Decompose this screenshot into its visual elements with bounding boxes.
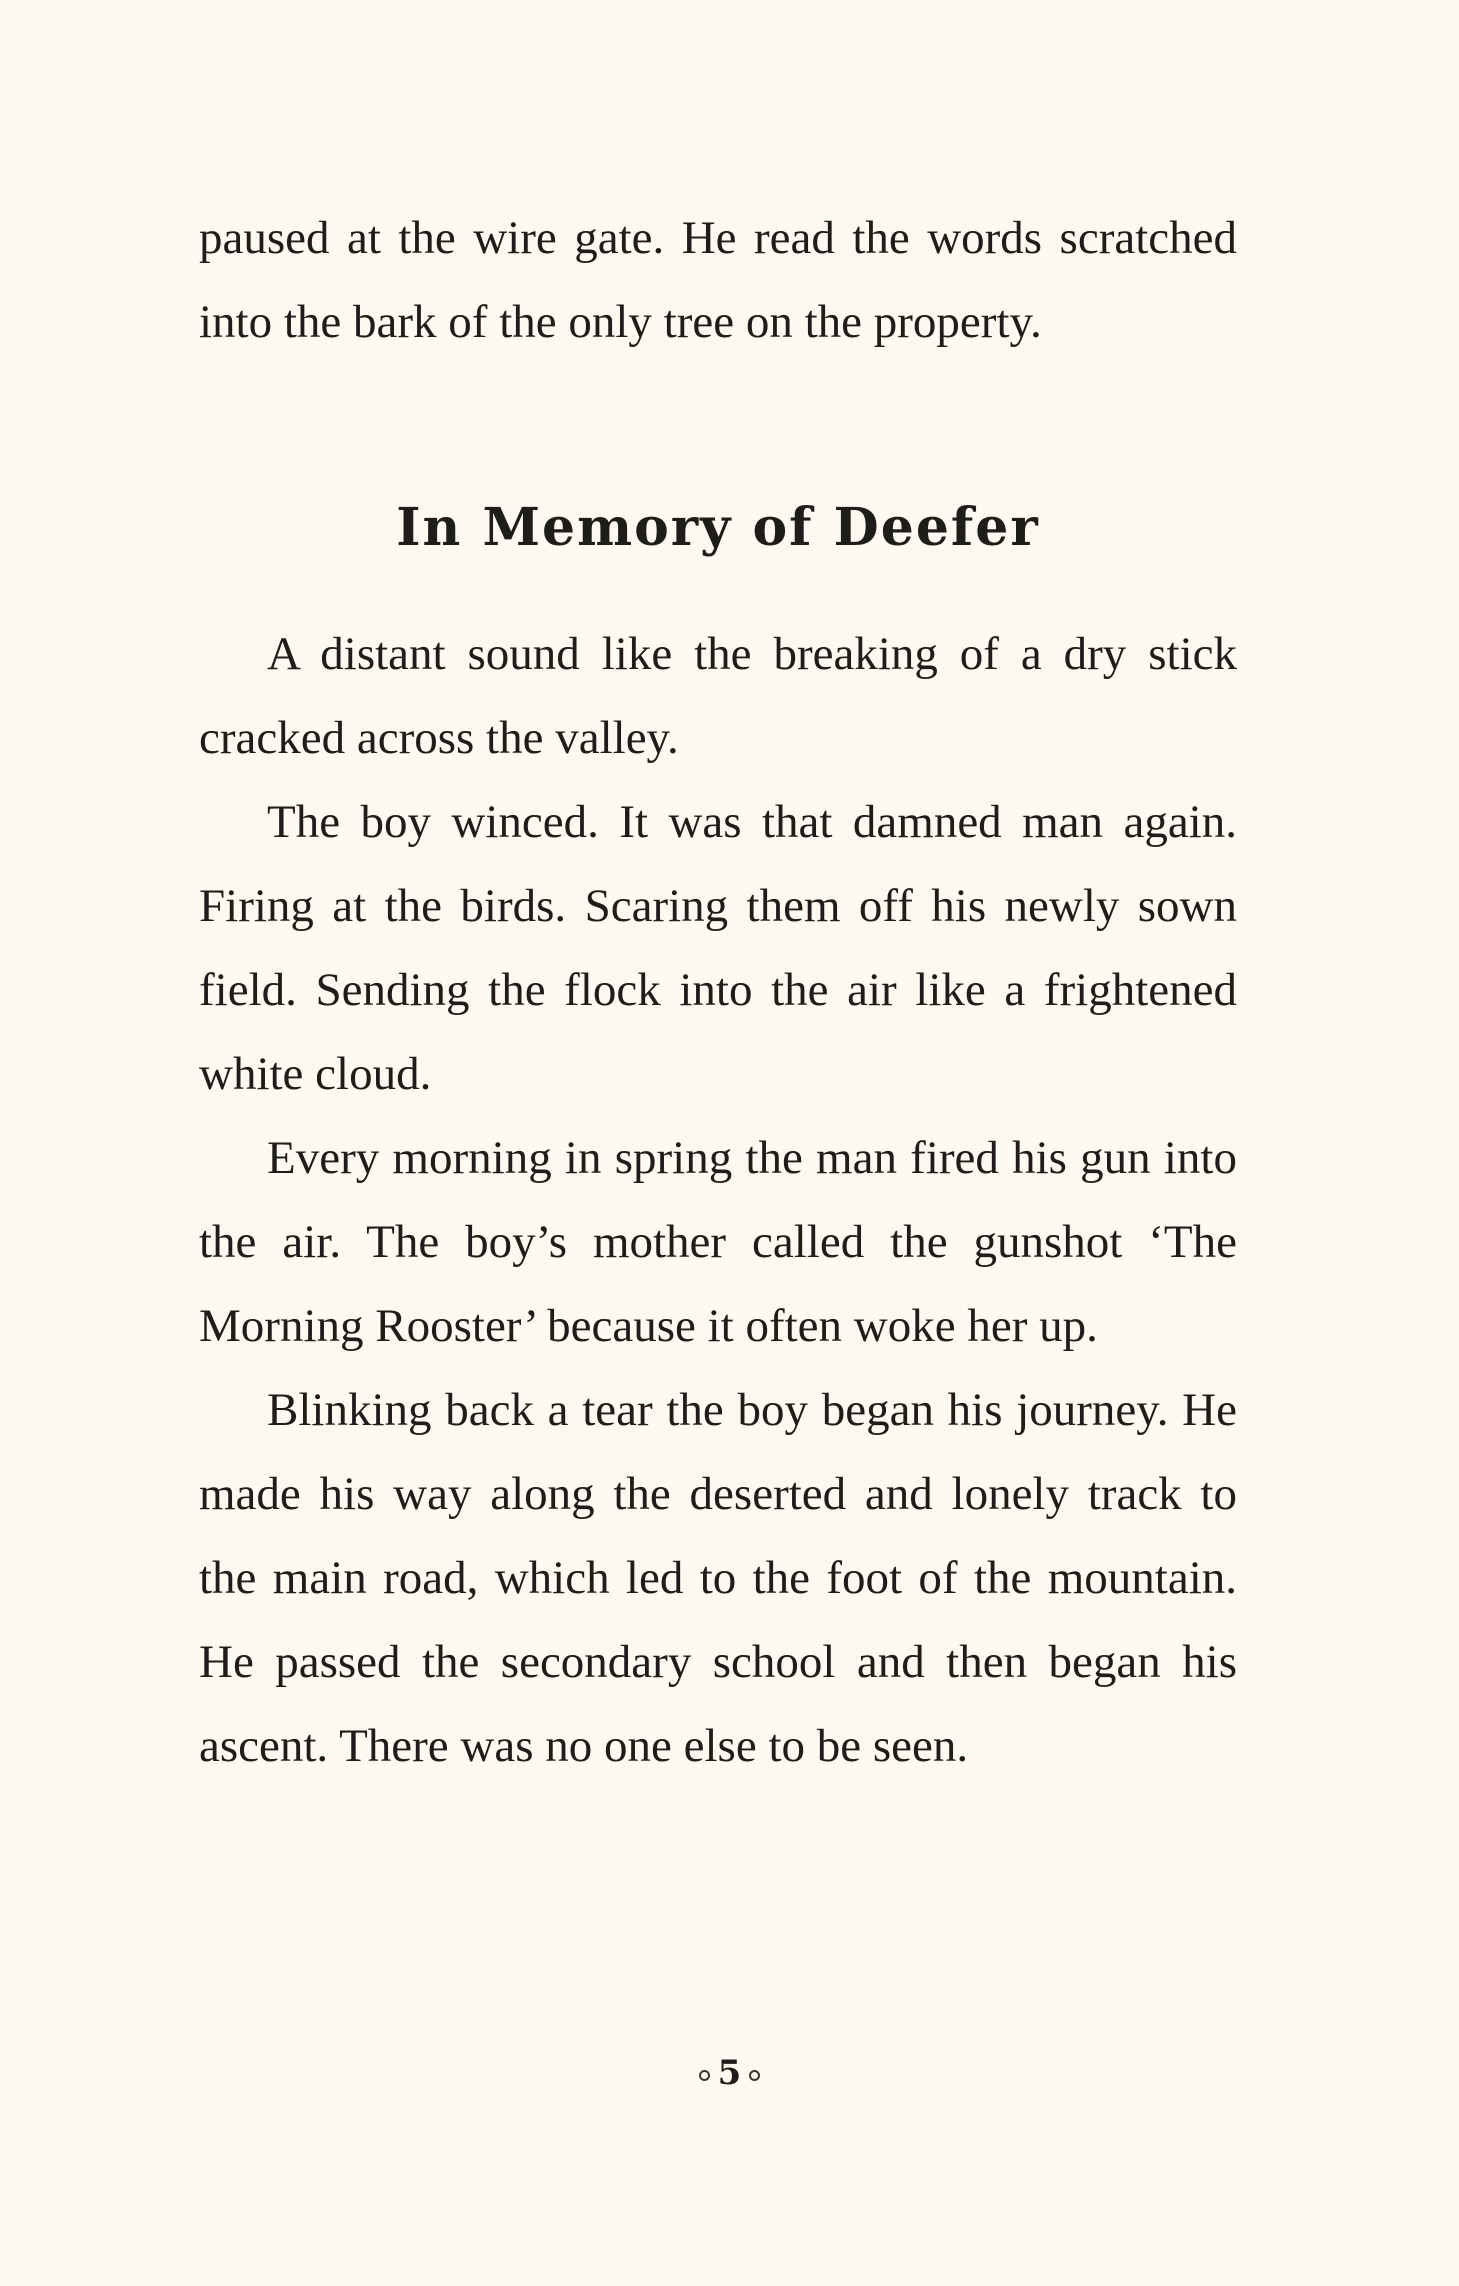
opening-text [199,196,1237,364]
paragraph: Every morning in spring the man fired his gun into the air. The boy’s mother called the gunshot ‘The Morning Rooster’ because it often woke her up. [199,1132,1237,1352]
page-number-footer [0,2048,1459,2098]
body-text [199,612,1237,1788]
ornament-dot-icon [699,2070,710,2081]
opening-paragraph: paused at the wire gate. He read the words scratched into the bark of the only tree on the property. [199,212,1237,348]
ornament-dot-icon [749,2070,760,2081]
paragraph: The boy winced. It was that damned man again. Firing at the birds. Scaring them off his newly sown field. Sending the flock into the air like a frightened white cloud. [199,796,1237,1100]
paragraph: Blinking back a tear the boy began his journey. He made his way along the deserted and lonely track to the main road, which led to the foot of the mountain. He passed the secondary school and then began his ascent. There was no one else to be seen. [199,1384,1237,1772]
paragraph: A distant sound like the breaking of a dry stick cracked across the valley. [199,628,1237,764]
tree-inscription: In Memory of Deefer [396,497,1040,558]
page-number: 5 [717,2053,742,2093]
